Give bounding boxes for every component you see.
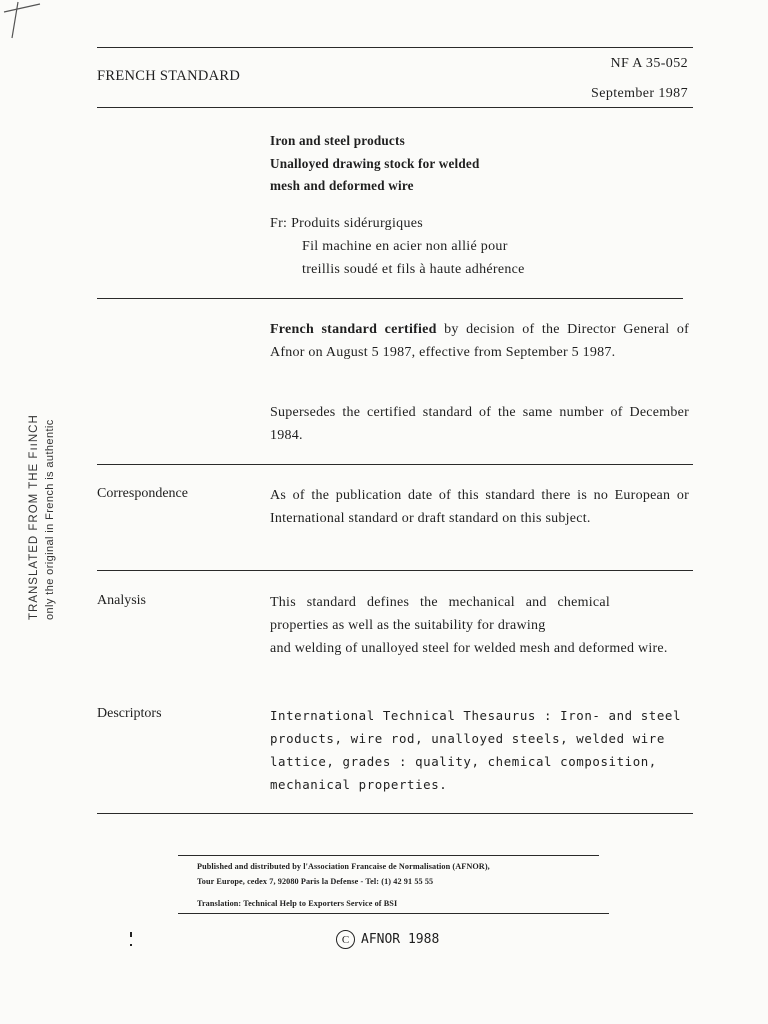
copyright bbox=[336, 930, 439, 949]
standard-type: FRENCH STANDARD bbox=[97, 68, 241, 84]
title-line: Iron and steel products bbox=[270, 133, 405, 148]
certification-body: by decision of the Director General of Afnor on August 5 1987, effective from September 5 1987. bbox=[270, 322, 689, 360]
translation-side-note bbox=[28, 414, 78, 620]
french-title-line: Produits sidérurgiques bbox=[291, 216, 424, 231]
descriptors-text: International Technical Thesaurus : Iron- and steel products, wire rod, unalloyed steels, welded wire lattice, grades : quality, chemical composition, mechanical properties. bbox=[270, 708, 682, 792]
standard-reference: NF A 35-052 bbox=[610, 56, 688, 71]
french-prefix: Fr: bbox=[270, 216, 288, 231]
certification-lead: French standard certified bbox=[270, 322, 437, 337]
correspondence-label: Correspondence bbox=[97, 486, 188, 501]
side-note-line: only the original in French is authentic bbox=[44, 419, 56, 620]
french-title-line: treillis soudé et fils à haute adhérence bbox=[302, 262, 525, 277]
publisher-line: Published and distributed by l'Association Francaise de Normalisation (AFNOR), bbox=[197, 862, 490, 871]
french-title bbox=[270, 212, 525, 281]
publisher-line: Tour Europe, cedex 7, 92080 Paris la Defense - Tel: (1) 42 91 55 55 bbox=[197, 877, 434, 886]
scan-speck bbox=[130, 944, 132, 946]
top-rule bbox=[97, 47, 693, 48]
descriptors-label: Descriptors bbox=[97, 706, 162, 721]
analysis-label: Analysis bbox=[97, 593, 146, 608]
translation-credit: Translation: Technical Help to Exporters Service of BSI bbox=[197, 899, 398, 908]
header-rule bbox=[97, 107, 693, 108]
certification-text bbox=[270, 318, 689, 364]
footer-top-rule bbox=[178, 855, 599, 856]
correspondence-text: As of the publication date of this standard there is no European or International standard or draft standard on this subject. bbox=[270, 488, 689, 526]
scan-speck bbox=[130, 932, 132, 937]
pen-mark bbox=[0, 0, 60, 45]
descriptors-rule bbox=[97, 813, 693, 814]
title-line: Unalloyed drawing stock for welded bbox=[270, 155, 480, 171]
copyright-text: AFNOR 1988 bbox=[361, 932, 440, 947]
title-rule bbox=[97, 298, 683, 299]
analysis-text bbox=[270, 591, 689, 660]
supersedes-text: Supersedes the certified standard of the same number of December 1984. bbox=[270, 405, 689, 443]
analysis-line: and welding of unalloyed steel for welded mesh and deformed wire. bbox=[270, 641, 668, 656]
standard-date: September 1987 bbox=[591, 86, 688, 101]
footer-bottom-rule bbox=[178, 913, 609, 914]
certification-rule bbox=[97, 464, 693, 465]
french-title-line: Fil machine en acier non allié pour bbox=[302, 239, 508, 254]
side-note-line: TRANSLATED FROM THE FııNCH bbox=[28, 414, 40, 620]
english-title bbox=[270, 130, 480, 198]
title-line: mesh and deformed wire bbox=[270, 178, 414, 193]
copyright-icon: C bbox=[336, 930, 355, 949]
analysis-line: This standard defines the mechanical and chemical properties as well as the suitability for drawing bbox=[270, 595, 610, 633]
correspondence-rule bbox=[97, 570, 693, 571]
